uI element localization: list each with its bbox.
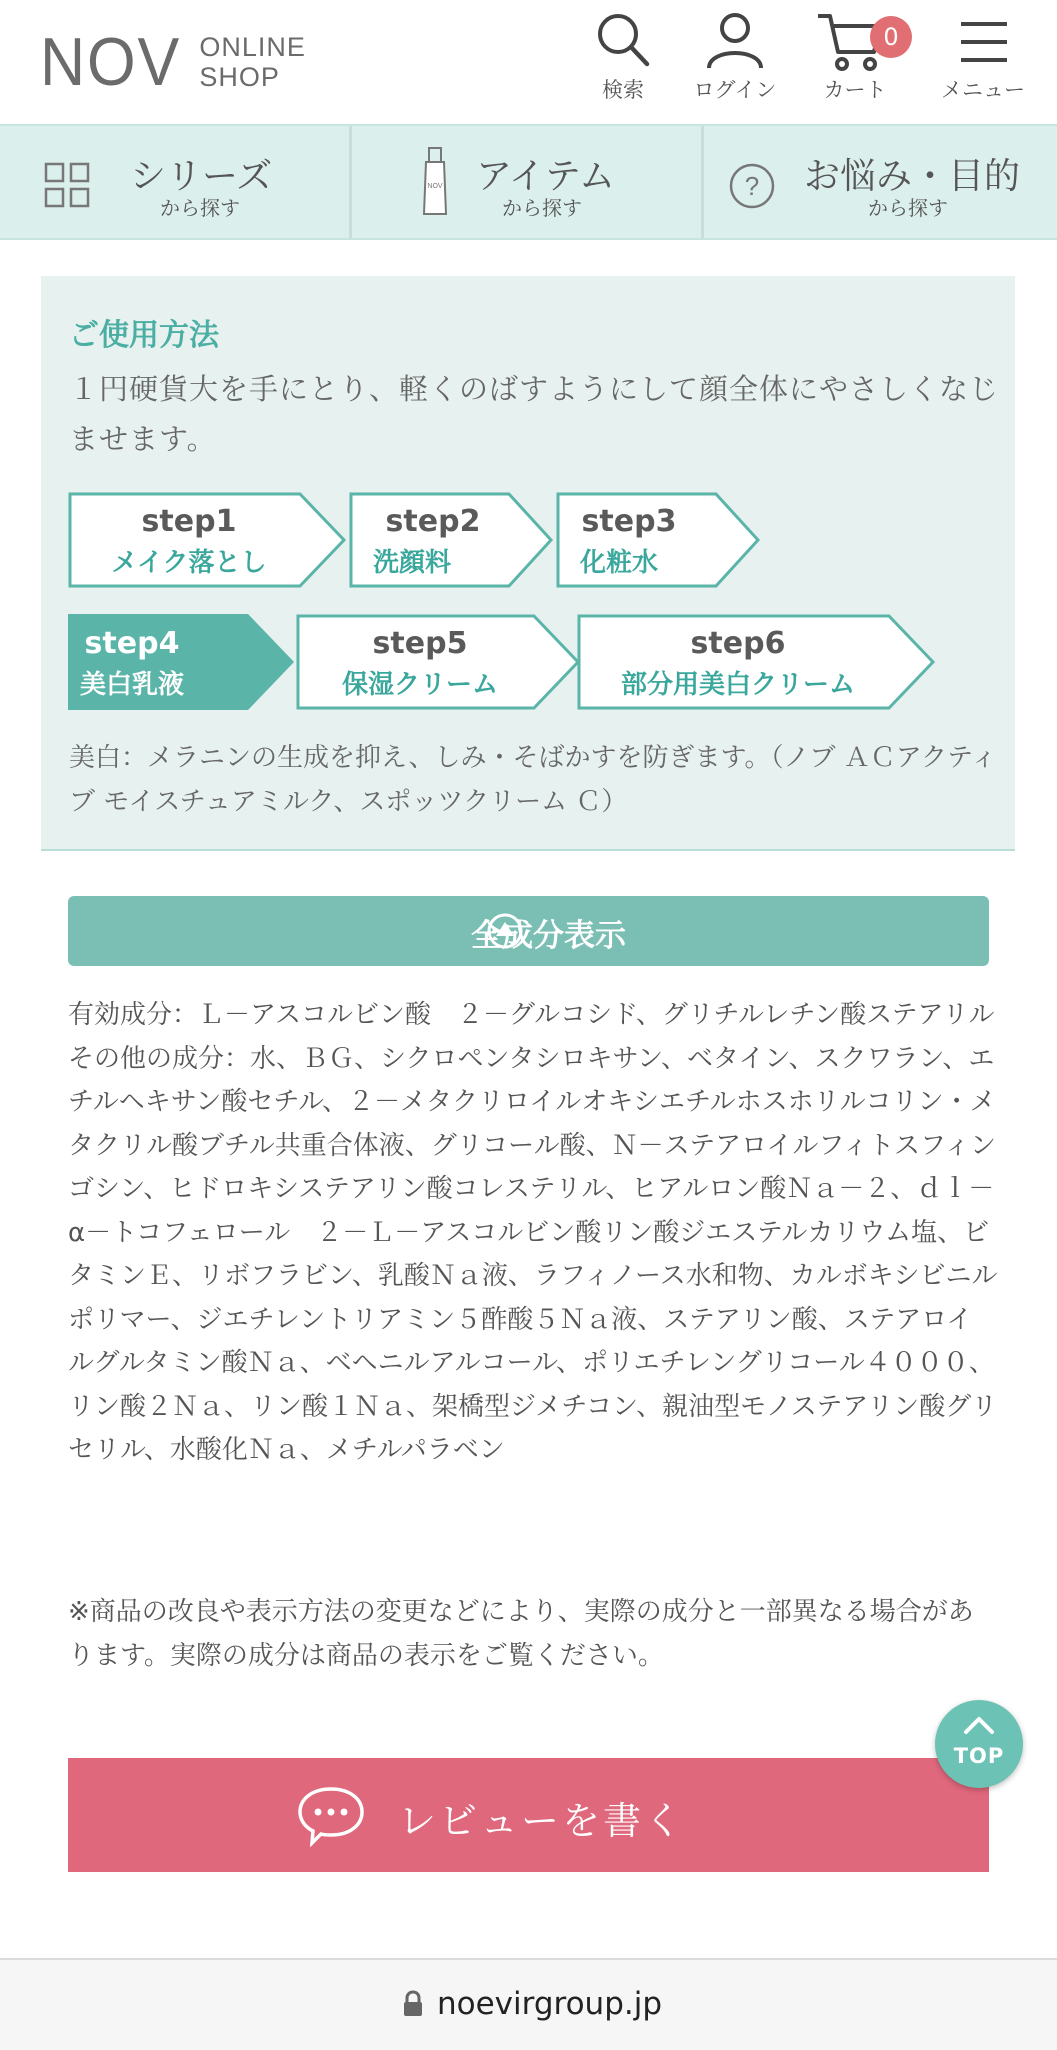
usage-text: １円硬貨大を手にとり、軽くのばすようにして顔全体にやさしくなじませます。 (69, 372, 1000, 456)
step-5-number: step5 (372, 626, 468, 661)
nov-logo[interactable] (40, 24, 306, 100)
category-series[interactable] (0, 126, 352, 238)
browser-url: noevirgroup.jp (437, 1986, 663, 2022)
step-2 (349, 492, 555, 588)
logo-sub (199, 32, 306, 92)
write-review-label: レビューを書く (398, 1799, 686, 1843)
usage-note: 美白：メラニンの生成を抑え、しみ・そばかすを防ぎます。（ノブ ＡＣアクティブ モイスチュアミルク、スポッツクリーム Ｃ） (69, 743, 997, 817)
step-2-number: step2 (385, 504, 481, 539)
search-icon (593, 10, 653, 70)
ingredients-disclaimer: ※商品の改良や表示方法の変更などにより、実際の成分と一部異なる場合があります。実際の成分は商品の表示をご覧ください。 (68, 1597, 974, 1671)
logo-main: NOV (40, 24, 182, 100)
other-ingredients: その他の成分：水、ＢＧ、シクロペンタシロキサン、ベタイン、スクワラン、エチルヘキサン酸セチル、２－メタクリロイルオキシエチルホスホリルコリン・メタクリル酸ブチル共重合体液、グリコール酸、Ｎ－ステアロイルフィトスフィンゴシン、ヒドロキシステアリン酸コレステリル、ヒアルロン酸Ｎａ－２、ｄｌ－α－トコフェロール ２－Ｌ－アスコルビン酸リン酸ジエステルカリウム塩、ビタミンＥ、リボフラビン、乳酸Ｎａ液、ラフィノース水和物、カルボキシビニルポリマー、ジエチレントリアミン５酢酸５Ｎａ液、ステアリン酸、ステアロイルグルタミン酸Ｎａ、ベヘニルアルコール、ポリエチレングリコール４０００、リン酸２Ｎａ、リン酸１Ｎａ、架橋型ジメチコン、親油型モノステアリン酸グリセリル、水酸化Ｎａ、メチルパラベン (68, 1043, 998, 1465)
cart-label: カート (823, 78, 887, 102)
usage-title: ご使用方法 (69, 318, 219, 353)
category-nav (0, 124, 1057, 240)
step-2-label: 洗顔料 (372, 548, 451, 578)
search-button[interactable] (568, 10, 678, 110)
show-all-ingredients-button[interactable] (68, 896, 989, 966)
step-5 (296, 614, 582, 710)
step-6 (577, 614, 937, 710)
cart-button[interactable] (800, 10, 910, 110)
step-4-number: step4 (84, 626, 180, 661)
step-5-label: 保湿クリーム (341, 670, 498, 700)
menu-label: メニュー (941, 78, 1025, 102)
show-all-ingredients-label: 全成分表示 (471, 918, 626, 954)
step-3 (556, 492, 762, 588)
svg-text:NOV: NOV (427, 183, 443, 190)
chat-bubble-icon (296, 1785, 366, 1847)
lock-icon (402, 1990, 424, 2018)
category-concern[interactable] (704, 126, 1057, 238)
scroll-top-button[interactable] (935, 1700, 1023, 1788)
ingredients-list (68, 994, 998, 1473)
user-icon (703, 10, 767, 70)
category-concern-sub: から探す (868, 196, 948, 220)
step-6-label: 部分用美白クリーム (620, 670, 855, 700)
category-item-sub: から探す (502, 196, 582, 220)
active-ingredients: 有効成分：Ｌ－アスコルビン酸 ２－グルコシド、グリチルレチン酸ステアリル (68, 1000, 995, 1030)
login-label: ログイン (693, 78, 777, 102)
step-1-number: step1 (141, 504, 237, 539)
category-series-sub: から探す (160, 196, 240, 220)
logo-line1: ONLINE (199, 32, 306, 62)
svg-text:?: ? (744, 171, 760, 201)
chevron-up-icon (963, 1714, 995, 1736)
usage-section (41, 276, 1015, 851)
question-icon (728, 162, 776, 210)
write-review-button[interactable] (68, 1758, 989, 1872)
step-1-label: メイク落とし (111, 548, 267, 578)
search-label: 検索 (602, 78, 644, 102)
grid-icon (44, 162, 90, 208)
category-item-main: アイテム (476, 156, 615, 197)
site-header (0, 0, 1057, 124)
bottle-icon (420, 146, 450, 218)
step-6-number: step6 (690, 626, 786, 661)
category-item[interactable] (352, 126, 704, 238)
step-4-label: 美白乳液 (79, 670, 184, 700)
login-button[interactable] (680, 10, 790, 110)
menu-button[interactable] (928, 10, 1038, 110)
scroll-top-label: TOP (953, 1744, 1005, 1768)
step-1 (68, 492, 348, 588)
browser-url-bar[interactable] (0, 1958, 1057, 2050)
category-concern-main: お悩み・目的 (804, 156, 1021, 197)
step-4 (68, 614, 296, 710)
step-3-number: step3 (581, 504, 677, 539)
logo-line2: SHOP (199, 62, 280, 92)
hamburger-icon (953, 10, 1013, 70)
category-series-main: シリーズ (130, 156, 273, 197)
step-3-label: 化粧水 (579, 548, 658, 578)
cart-count-badge: 0 (870, 16, 912, 58)
